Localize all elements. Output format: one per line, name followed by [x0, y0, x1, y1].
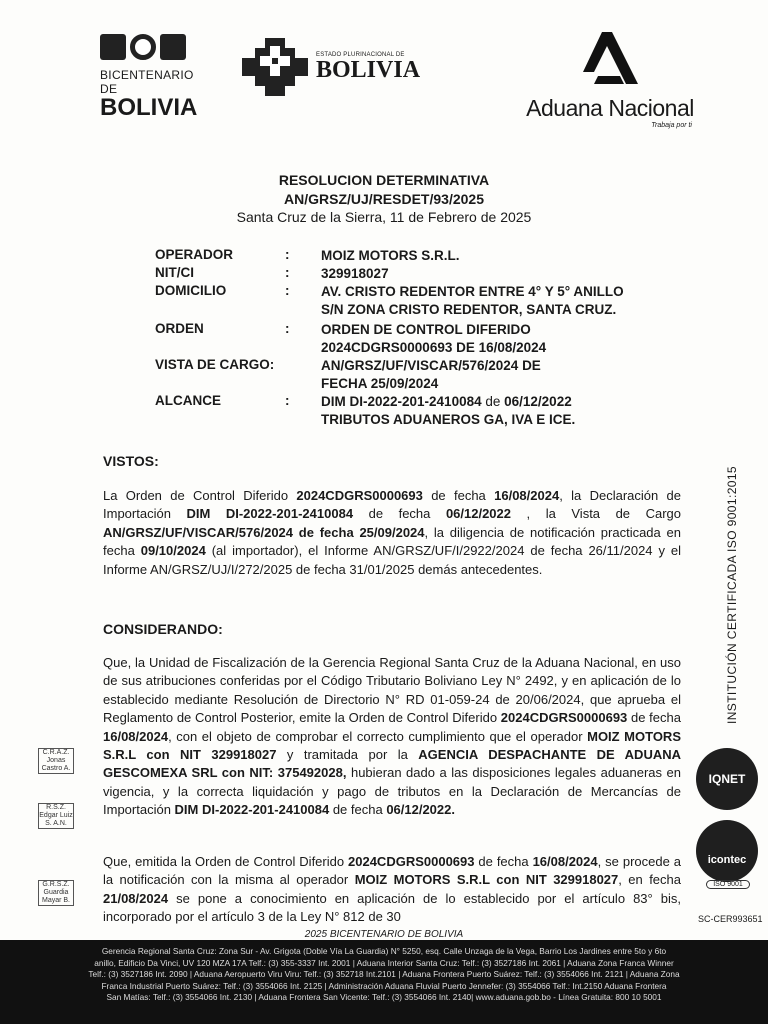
estado-small-text: ESTADO PLURINACIONAL DE — [316, 52, 405, 58]
orden-line-1: ORDEN DE CONTROL DIFERIDO — [321, 322, 531, 337]
text-run-bold: MOIZ MOTORS S.R.L con NIT 329918027 — [354, 872, 619, 888]
text-run: , la Declaración de Importación — [103, 488, 682, 522]
text-run: de fecha — [627, 710, 681, 726]
text-run-bold: 2024CDGRS0000693 — [348, 854, 475, 869]
bicentenario-top-text: BICENTENARIO DE — [100, 68, 194, 96]
colon: : — [285, 247, 290, 262]
text-run-bold: 21/08/2024 — [103, 890, 169, 906]
text-run-bold: 16/08/2024 — [494, 488, 560, 503]
footer-line: Franca Industrial Puerto Suárez: Telf.: (3) 3554066 Int. 2125 | Administración Aduana Fluvial Puerto Jennefer: (3) 3554066 Telf.: Int.2150 Aduana Frontera — [101, 980, 667, 991]
iso-label: ISO 9001 — [706, 880, 750, 889]
orden-line-2: 2024CDGRS0000693 DE 16/08/2024 — [321, 340, 547, 355]
cert-code: SC-CER993651 — [698, 914, 763, 924]
alcance-line-2: TRIBUTOS ADUANEROS GA, IVA E ICE. — [321, 412, 576, 427]
text-run-bold: 09/10/2024 — [140, 543, 206, 559]
footer-line: anillo, Edificio Da Vinci, UV 120 MZA 17A Telf.: (3) 355-3337 Int. 2001 | Aduana Interior Santa Cruz: Telf.: (3) 3527186 Int. 2061 | Aduana Zona Franca Winner — [94, 957, 674, 968]
vistos-heading: VISTOS: — [103, 453, 159, 469]
text-run-bold: 06/12/2022 — [445, 506, 512, 522]
text-run: Que, la Unidad de Fiscalización de la Gerencia Regional Santa Cruz de la Aduana Nacional, en uso de sus atribuciones conferidas por el Código Tributario Boliviano Ley N° 2492, y en aplicación de lo establecido mediante Resolución de Directorio N° RD 01-059-24 de 20/06/2024, que aprueba el Reglamento de Control Posterior, emite la Orden de Control Diferido — [103, 655, 681, 726]
colon: : — [285, 283, 290, 298]
text-run: se pone a conocimiento en aplicación de lo establecido por el artículo 83° bis, incorporado por el artículo 3 de la Ley N° 812 de 30 — [103, 890, 681, 925]
iqnet-badge — [696, 748, 758, 810]
text-run: de fecha — [329, 802, 387, 818]
bicentenario-square-icon — [160, 34, 186, 60]
chakana-icon — [240, 36, 310, 98]
text-run: y tramitada por la — [276, 747, 419, 763]
initial-stamp: R.S.Z. Edgar Luiz S. A.N. — [39, 804, 73, 827]
operador-label: OPERADOR — [155, 247, 234, 262]
iqnet-text: IQNET — [708, 772, 746, 786]
alcance-date: 06/12/2022 — [504, 394, 572, 409]
alcance-value — [321, 393, 701, 429]
bicentenario-footer-line: 2025 BICENTENARIO DE BOLIVIA — [304, 929, 464, 940]
text-run-bold: AGENCIA DESPACHANTE DE ADUANA GESCOMEXA SRL con NIT: 375492028, — [103, 747, 681, 781]
text-run-bold: 2024CDGRS0000693 — [500, 710, 628, 726]
aduana-logo — [520, 30, 700, 129]
orden-value — [321, 321, 701, 357]
initial-stamp: C.R.A.Z. Jonas Castro A. — [38, 748, 74, 774]
text-run-bold: DIM DI-2022-201-2410084 — [186, 506, 354, 522]
domicilio-line-2: S/N ZONA CRISTO REDENTOR, SANTA CRUZ. — [321, 302, 617, 317]
footer-line: San Matías: Telf.: (3) 3554066 Int. 2130 | Aduana Frontera San Vicente: Telf.: (3) 3554066 Int. 2140| www.aduana.gob.bo - Línea Gratuita: 800 10 5001 — [106, 992, 662, 1003]
estado-plurinacional-logo — [240, 36, 420, 98]
considerando-heading: CONSIDERANDO: — [103, 621, 223, 637]
footer-line: Telf.: (3) 3527186 Int. 2090 | Aduana Aeropuerto Viru Viru: Telf.: (3) 352718 Int.2101 | Aduana Frontera Puerto Suárez: Telf.: (3) 3554066 Int. 2121 | Aduana Zona — [88, 969, 680, 980]
aduana-name: Aduana Nacional — [526, 95, 694, 121]
bicentenario-emblem-icon — [100, 34, 126, 60]
text-run-bold: DIM DI-2022-201-2410084 — [174, 802, 330, 818]
text-run-bold: MOIZ MOTORS S.R.L con NIT 329918027 — [103, 728, 681, 763]
text-run: , con el objeto de comprobar el correcto cumplimiento que el operador — [168, 728, 588, 744]
text-run: hubieran dado a las disposiciones legales aduaneras en vigencia, y la correcta liquidación y pago de tributos en la Declaración de Mercancías de Importación — [103, 765, 681, 818]
certification-vertical-text — [720, 466, 744, 730]
text-run-bold: 16/08/2024 — [532, 854, 598, 869]
aduana-a-icon — [580, 30, 640, 88]
considerando-paragraph — [103, 654, 681, 820]
bicentenario-logo — [100, 34, 212, 120]
text-run: Que, emitida la Orden de Control Diferido — [103, 854, 349, 869]
document-title: RESOLUCION DETERMINATIVA — [278, 172, 490, 188]
text-run: , la Vista de Cargo — [511, 506, 681, 522]
footer-contacts — [0, 940, 768, 1024]
domicilio-value — [321, 283, 701, 319]
alcance-dim: DIM DI-2022-201-2410084 — [321, 394, 482, 409]
text-run: de fecha — [422, 488, 495, 503]
domicilio-label: DOMICILIO — [155, 283, 227, 298]
text-run-bold: AN/GRSZ/UF/VISCAR/576/2024 de fecha 25/09/2024 — [103, 524, 425, 540]
text-run: La Orden de Control Diferido — [103, 488, 297, 503]
vista-value — [321, 357, 701, 393]
place-date: Santa Cruz de la Sierra, 11 de Febrero de 2025 — [236, 209, 532, 225]
text-run-bold: 2024CDGRS0000693 — [296, 488, 423, 503]
footer-line: Gerencia Regional Santa Cruz: Zona Sur - Av. Grigota (Doble Vía La Guardia) N° 5250, esq. Calle Unzaga de la Vega, Barrio Los Jardines entre 5to y 6to — [101, 946, 667, 956]
bicentenario-main-text: BOLIVIA — [100, 94, 198, 121]
text-run: , en fecha — [618, 872, 681, 888]
notification-paragraph — [103, 853, 681, 927]
orden-label: ORDEN — [155, 321, 204, 336]
colon: : — [285, 393, 290, 408]
text-run: (al importador), el Informe AN/GRSZ/UF/I/2922/2024 de fecha 26/11/2024 y el Informe AN/GRSZ/UJ/I/272/2025 de fecha 31/01/2025 demás antecedentes. — [103, 543, 682, 577]
operador-value: MOIZ MOTORS S.R.L. — [321, 248, 460, 263]
text-run-bold: 16/08/2024 — [103, 728, 169, 744]
text-run: , la diligencia de notificación practicada en fecha — [103, 524, 681, 559]
vistos-paragraph — [103, 487, 681, 579]
colon: : — [285, 265, 290, 280]
text-run: de fecha — [353, 506, 446, 522]
vista-line-2: FECHA 25/09/2024 — [321, 376, 439, 391]
document-code: AN/GRSZ/UJ/RESDET/93/2025 — [284, 191, 484, 207]
alcance-label: ALCANCE — [155, 393, 221, 408]
icontec-text: icontec — [707, 854, 747, 866]
nit-label: NIT/CI — [155, 265, 194, 280]
text-run-bold: 06/12/2022. — [386, 802, 455, 818]
vista-line-1: AN/GRSZ/UF/VISCAR/576/2024 DE — [321, 358, 541, 373]
bicentenario-circle-icon — [130, 34, 156, 60]
initial-stamp: G.R.S.Z. Guardia Mayar B. — [38, 880, 74, 906]
vista-label: VISTA DE CARGO: — [155, 357, 275, 372]
text-run: de fecha — [474, 854, 533, 869]
alcance-de: de — [481, 394, 505, 409]
aduana-slogan: Trabaja por ti — [651, 122, 692, 129]
nit-value: 329918027 — [321, 266, 389, 281]
text-run: , se procede a la notificación con la misma al operador — [103, 854, 681, 888]
bicentenario-icons — [100, 34, 212, 60]
certificada-text: INSTITUCIÓN CERTIFICADA ISO 9001:2015 — [725, 466, 739, 724]
icontec-badge — [696, 820, 758, 882]
domicilio-line-1: AV. CRISTO REDENTOR ENTRE 4° Y 5° ANILLO — [321, 284, 624, 299]
colon: : — [285, 321, 290, 336]
estado-main-text: BOLIVIA — [316, 57, 421, 83]
